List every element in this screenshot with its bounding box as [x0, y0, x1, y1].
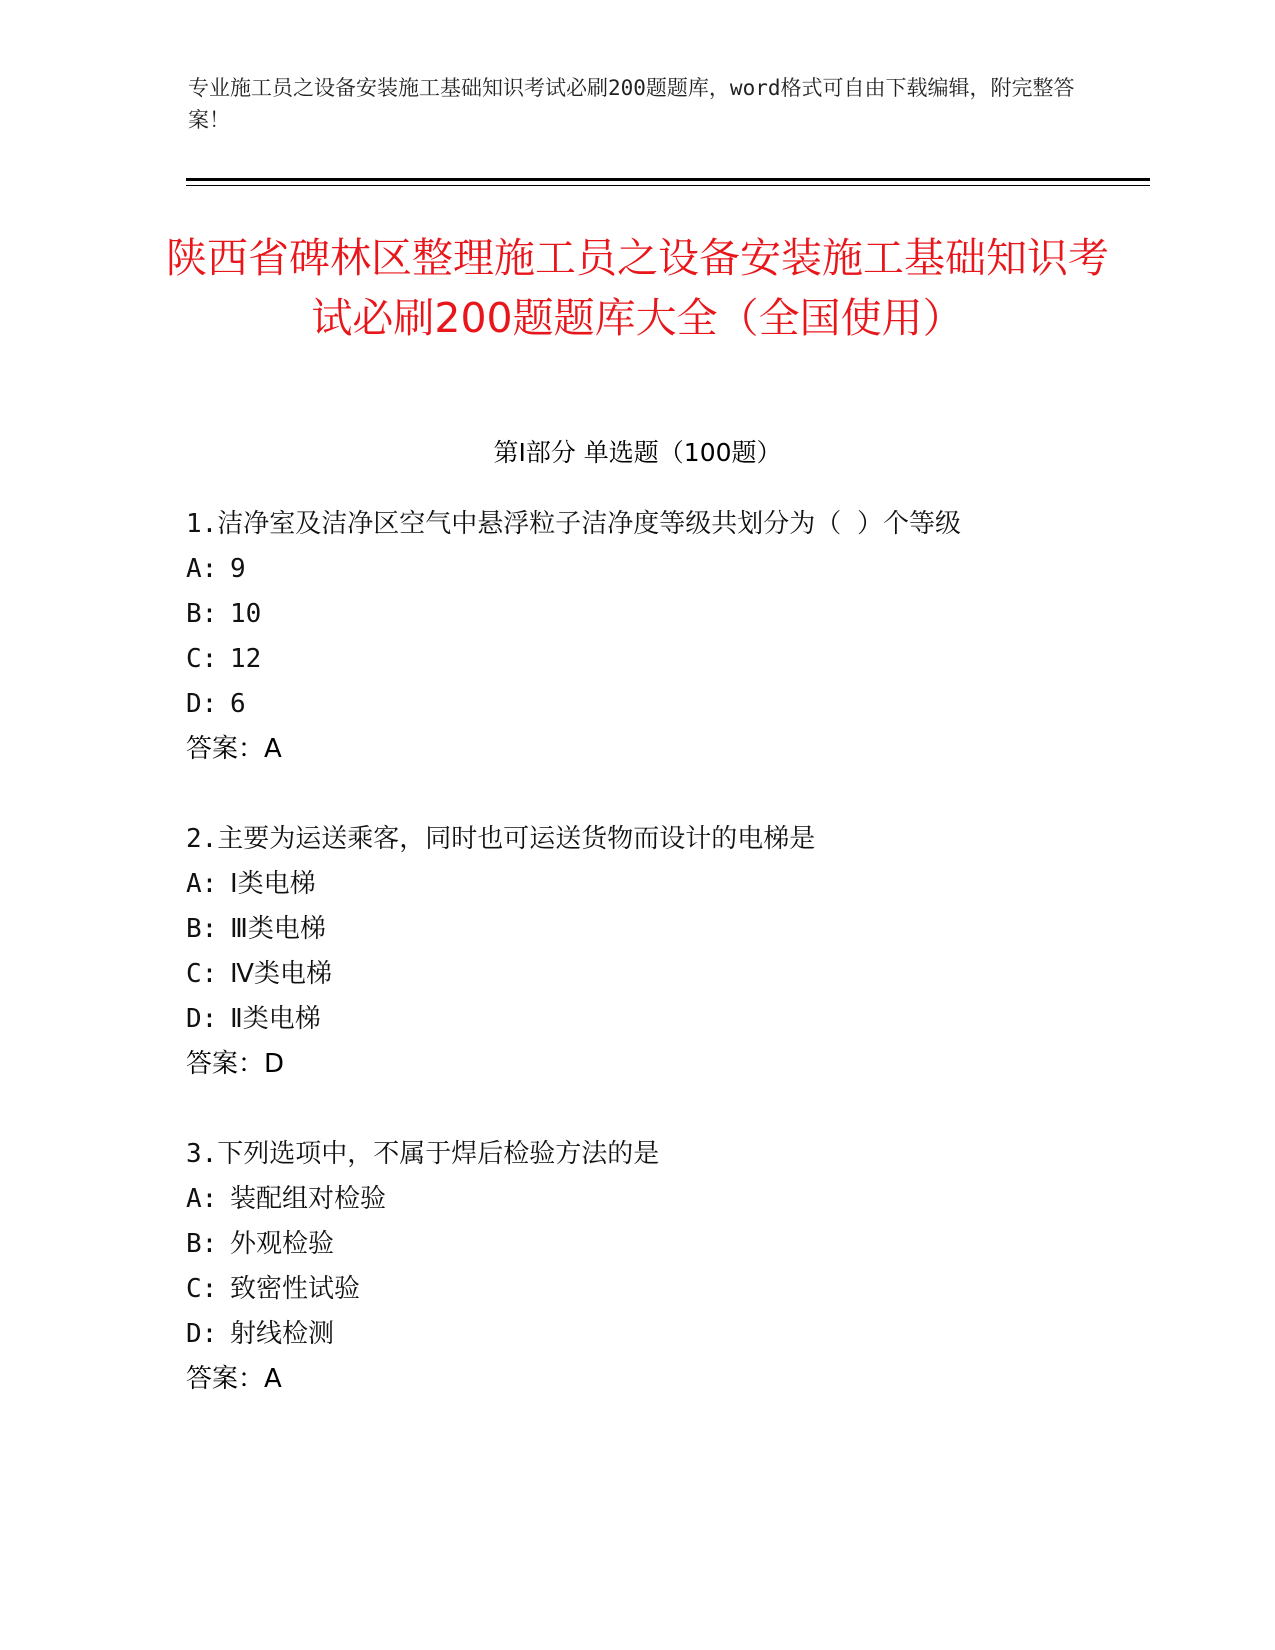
header-rule-thin [186, 185, 1150, 186]
header-note: 专业施工员之设备安装施工基础知识考试必刷200题题库，word格式可自由下载编辑，附完整答案！ [188, 76, 1075, 132]
option-a [186, 1177, 1146, 1222]
option-text: 9 [230, 554, 246, 584]
option-d [186, 682, 1146, 727]
option-c [186, 952, 1146, 997]
option-c [186, 637, 1146, 682]
option-text: Ⅳ类电梯 [230, 959, 332, 989]
option-text: Ⅱ类电梯 [230, 1004, 321, 1034]
option-text: 致密性试验 [230, 1274, 361, 1304]
document-title: 陕西省碑林区整理施工员之设备安装施工基础知识考试必刷200题题库大全（全国使用） [166, 234, 1109, 342]
option-key: D: [186, 1004, 218, 1034]
option-d [186, 997, 1146, 1042]
option-text: 6 [230, 689, 246, 719]
option-c [186, 1267, 1146, 1312]
option-b [186, 907, 1146, 952]
option-key: A: [186, 1184, 218, 1214]
answer-line: 答案：A [186, 734, 282, 764]
option-text: 外观检验 [230, 1229, 335, 1259]
option-key: B: [186, 914, 218, 944]
option-a [186, 547, 1146, 592]
header-rule-thick [186, 178, 1150, 181]
answer-line: 答案：D [186, 1049, 285, 1079]
question-1 [186, 502, 1146, 772]
option-key: A: [186, 554, 218, 584]
option-d [186, 1312, 1146, 1357]
option-a [186, 862, 1146, 907]
question-2 [186, 817, 1146, 1087]
option-text: 10 [230, 599, 262, 629]
answer-line: 答案：A [186, 1364, 282, 1394]
question-3 [186, 1132, 1146, 1402]
option-key: D: [186, 689, 218, 719]
option-text: Ⅰ类电梯 [230, 869, 316, 899]
option-b [186, 592, 1146, 637]
section-title: 第Ⅰ部分 单选题（100题） [493, 438, 782, 467]
option-key: B: [186, 1229, 218, 1259]
question-stem: 3.下列选项中，不属于焊后检验方法的是 [186, 1139, 660, 1169]
option-key: C: [186, 644, 218, 674]
option-text: 12 [230, 644, 262, 674]
option-b [186, 1222, 1146, 1267]
option-key: A: [186, 869, 218, 899]
option-key: B: [186, 599, 218, 629]
option-key: D: [186, 1319, 218, 1349]
option-key: C: [186, 1274, 218, 1304]
option-text: 射线检测 [230, 1319, 335, 1349]
question-stem: 1.洁净室及洁净区空气中悬浮粒子洁净度等级共划分为（ ）个等级 [186, 509, 961, 539]
option-text: 装配组对检验 [230, 1184, 387, 1214]
option-key: C: [186, 959, 218, 989]
question-stem: 2.主要为运送乘客，同时也可运送货物而设计的电梯是 [186, 824, 816, 854]
option-text: Ⅲ类电梯 [230, 914, 326, 944]
